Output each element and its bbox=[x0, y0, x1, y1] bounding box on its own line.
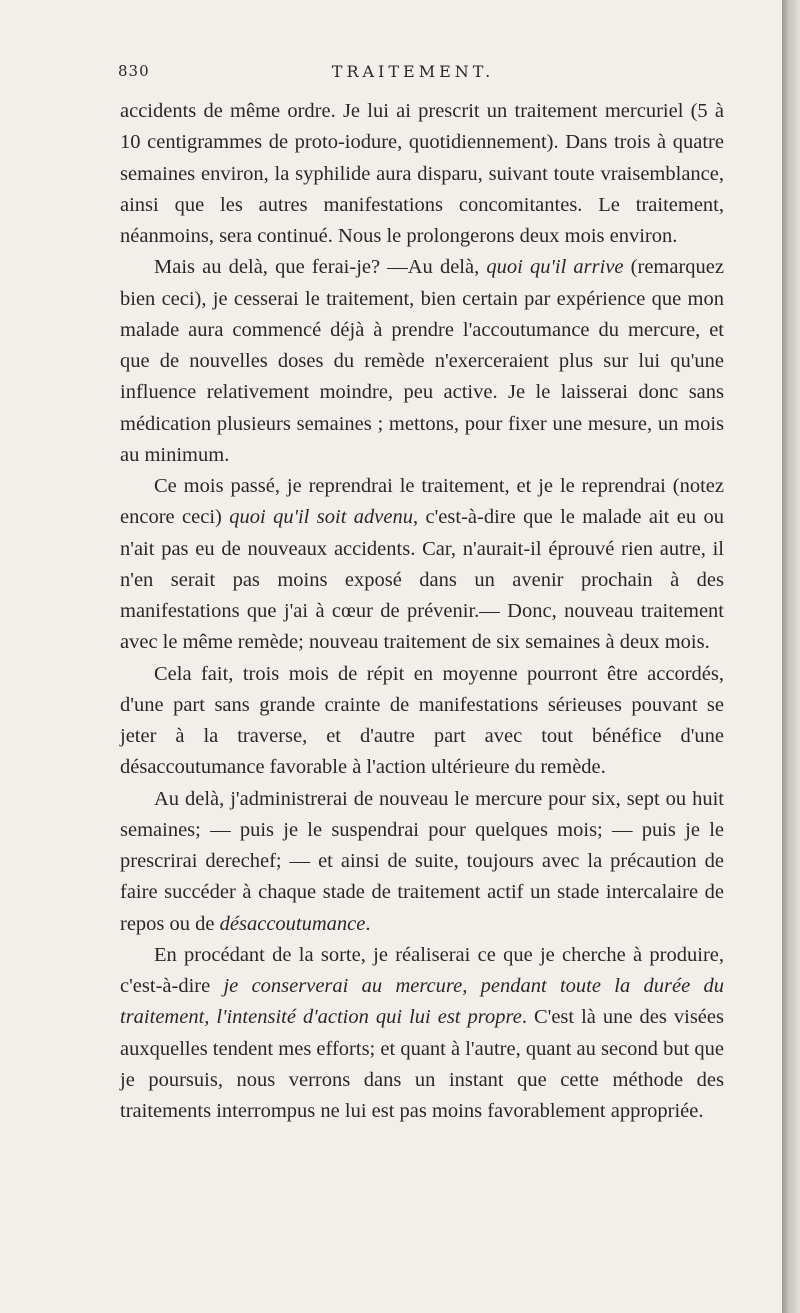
running-title: TRAITEMENT. bbox=[331, 62, 495, 81]
italic-run: quoi qu'il arrive bbox=[486, 256, 624, 279]
italic-run: je conserverai au mercure, pendant toute la durée du traitement, l'intensité d'action qui lui est propre bbox=[120, 975, 724, 1029]
paragraph bbox=[120, 659, 724, 784]
text-run: Mais au delà, que ferai-je? —Au delà, bbox=[154, 256, 487, 279]
paragraph bbox=[120, 96, 724, 252]
text-run: Cela fait, trois mois de répit en moyenne pourront être accordés, d'une part sans grande crainte de manifestations sérieuses pouvant se jeter à la traverse, et d'autre part avec tout bénéfice d'une désaccoutumance favorable à l'action ultérieure du remède. bbox=[120, 662, 724, 779]
page-header bbox=[118, 62, 708, 86]
text-run: accidents de même ordre. Je lui ai prescrit un traitement mercuriel (5 à 10 centigrammes de proto-iodure, quotidiennement). Dans trois à quatre semaines environ, la syphilide aura disparu, suivant toute vraisemblance, ainsi que les autres manifestations concomitantes. Le traitement, néanmoins, sera continué. Nous le prolongerons deux mois environ. bbox=[120, 100, 724, 247]
body-text bbox=[120, 96, 724, 1127]
text-run: Ce mois passé, je reprendrai le traitement, et je le reprendrai (notez encore ceci) bbox=[120, 475, 724, 529]
paragraph bbox=[120, 940, 724, 1128]
text-run: . C'est là une des visées auxquelles tendent mes efforts; et quant à l'autre, quant au second but que je poursuis, nous verrons dans un instant que cette méthode des traitements interrompus ne lui est pas moins favorablement appropriée. bbox=[120, 1006, 724, 1122]
paragraph bbox=[120, 784, 724, 940]
page-edge-shadow bbox=[782, 0, 800, 1313]
italic-run: quoi qu'il soit advenu bbox=[229, 506, 413, 529]
text-run: En procédant de la sorte, je réaliserai ce que je cherche à produire, c'est-à-dire bbox=[120, 943, 724, 997]
page-number: 830 bbox=[118, 62, 150, 80]
paragraph bbox=[120, 471, 724, 659]
text-run: , c'est-à-dire que le malade ait eu ou n'ait pas eu de nouveaux accidents. Car, n'aurait-il éprouvé rien autre, il n'en serait pas moins exposé dans un avenir prochain à des manifestations que j'ai à cœur de prévenir.— Donc, nouveau traitement avec le même remède; nouveau traitement de six semaines à deux mois. bbox=[120, 506, 724, 654]
italic-run: désaccoutumance bbox=[219, 912, 366, 935]
paragraph bbox=[120, 252, 724, 471]
text-run: Au delà, j'administrerai de nouveau le mercure pour six, sept ou huit semaines; — puis je le suspendrai pour quelques mois; — puis je le prescrirai derechef; — et ainsi de suite, toujours avec la précaution de faire succéder à chaque stade de traitement actif un stade intercalaire de repos ou de bbox=[120, 787, 724, 935]
text-run: . bbox=[365, 912, 371, 935]
text-run: (remarquez bien ceci), je cesserai le traitement, bien certain par expérience que mon malade aura commencé déjà à prendre l'accoutumance du mercure, et que de nouvelles doses du remède n'exerceraient plus sur lui qu'une influence relativement moindre, peu active. Je le laisserai donc sans médication plusieurs semaines ; mettons, pour fixer une mesure, un mois au minimum. bbox=[120, 256, 725, 466]
